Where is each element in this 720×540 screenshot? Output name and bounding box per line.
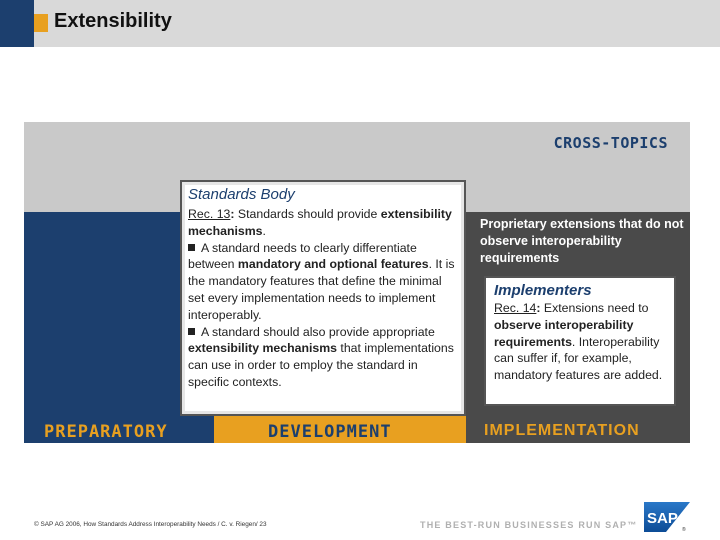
cross-topics-label: CROSS-TOPICS [553,134,668,152]
bullet-2-bold: extensibility mechanisms [188,341,337,356]
bullet-2-text-b: that implementations can use in order to employ the standard in specific contexts. [188,341,454,389]
phase-development-label: DEVELOPMENT [268,422,392,442]
bullet-square-icon [188,328,195,335]
phase-preparatory-label: PREPARATORY [44,422,168,442]
bullet-2-text-a: A standard should also provide appropriate [201,324,435,339]
implementation-note: Proprietary extensions that do not observe interoperability requirements [480,217,684,265]
standards-body-title: Standards Body [188,186,295,203]
footer-copyright: © SAP AG 2006, How Standards Address Interoperability Needs / C. v. Riegen/ 23 [34,521,267,528]
rec-14-text: Extensions need to [543,301,649,315]
title-bar [0,0,720,47]
slide-title: Extensibility [54,10,172,32]
footer-slogan: THE BEST-RUN BUSINESSES RUN SAP™ [420,520,638,530]
recommendation-13 [188,206,458,240]
implementers-text [494,300,672,384]
rec-13-text: Standards should provide [237,207,381,221]
bullet-1-bold: mandatory and optional features [237,257,429,272]
sap-logo-icon [644,502,690,532]
phase-implementation-label: IMPLEMENTATION [484,422,640,439]
bullet-square-icon [188,244,195,251]
sap-logo-text: SAP [647,510,678,527]
bullet-2 [188,324,458,391]
implementers-title: Implementers [494,282,592,299]
bullet-1 [188,240,458,324]
rec-13-colon: : [230,207,238,221]
rec-13-end: . [262,223,266,238]
sap-logo-mark: ® [682,527,686,532]
rec-14-bold: observe interoperability requirements [494,317,634,349]
bullet-1-text-b: . It is the mandatory features that define the minimal set every implementation needs to implement interoperably. [188,257,455,322]
rec-13-label: Rec. 13 [188,207,231,221]
standards-body-text [188,206,458,391]
rec-14-end: . Interoperability can suffer if, for example, mandatory features are added. [494,334,663,383]
title-square-icon [34,14,48,32]
rec-13-bold: extensibility mechanisms [188,207,452,238]
rec-14-colon: : [536,301,544,315]
rec-14-label: Rec. 14 [494,301,537,315]
bullet-1-text-a: A standard needs to clearly differentiate between [188,240,417,272]
